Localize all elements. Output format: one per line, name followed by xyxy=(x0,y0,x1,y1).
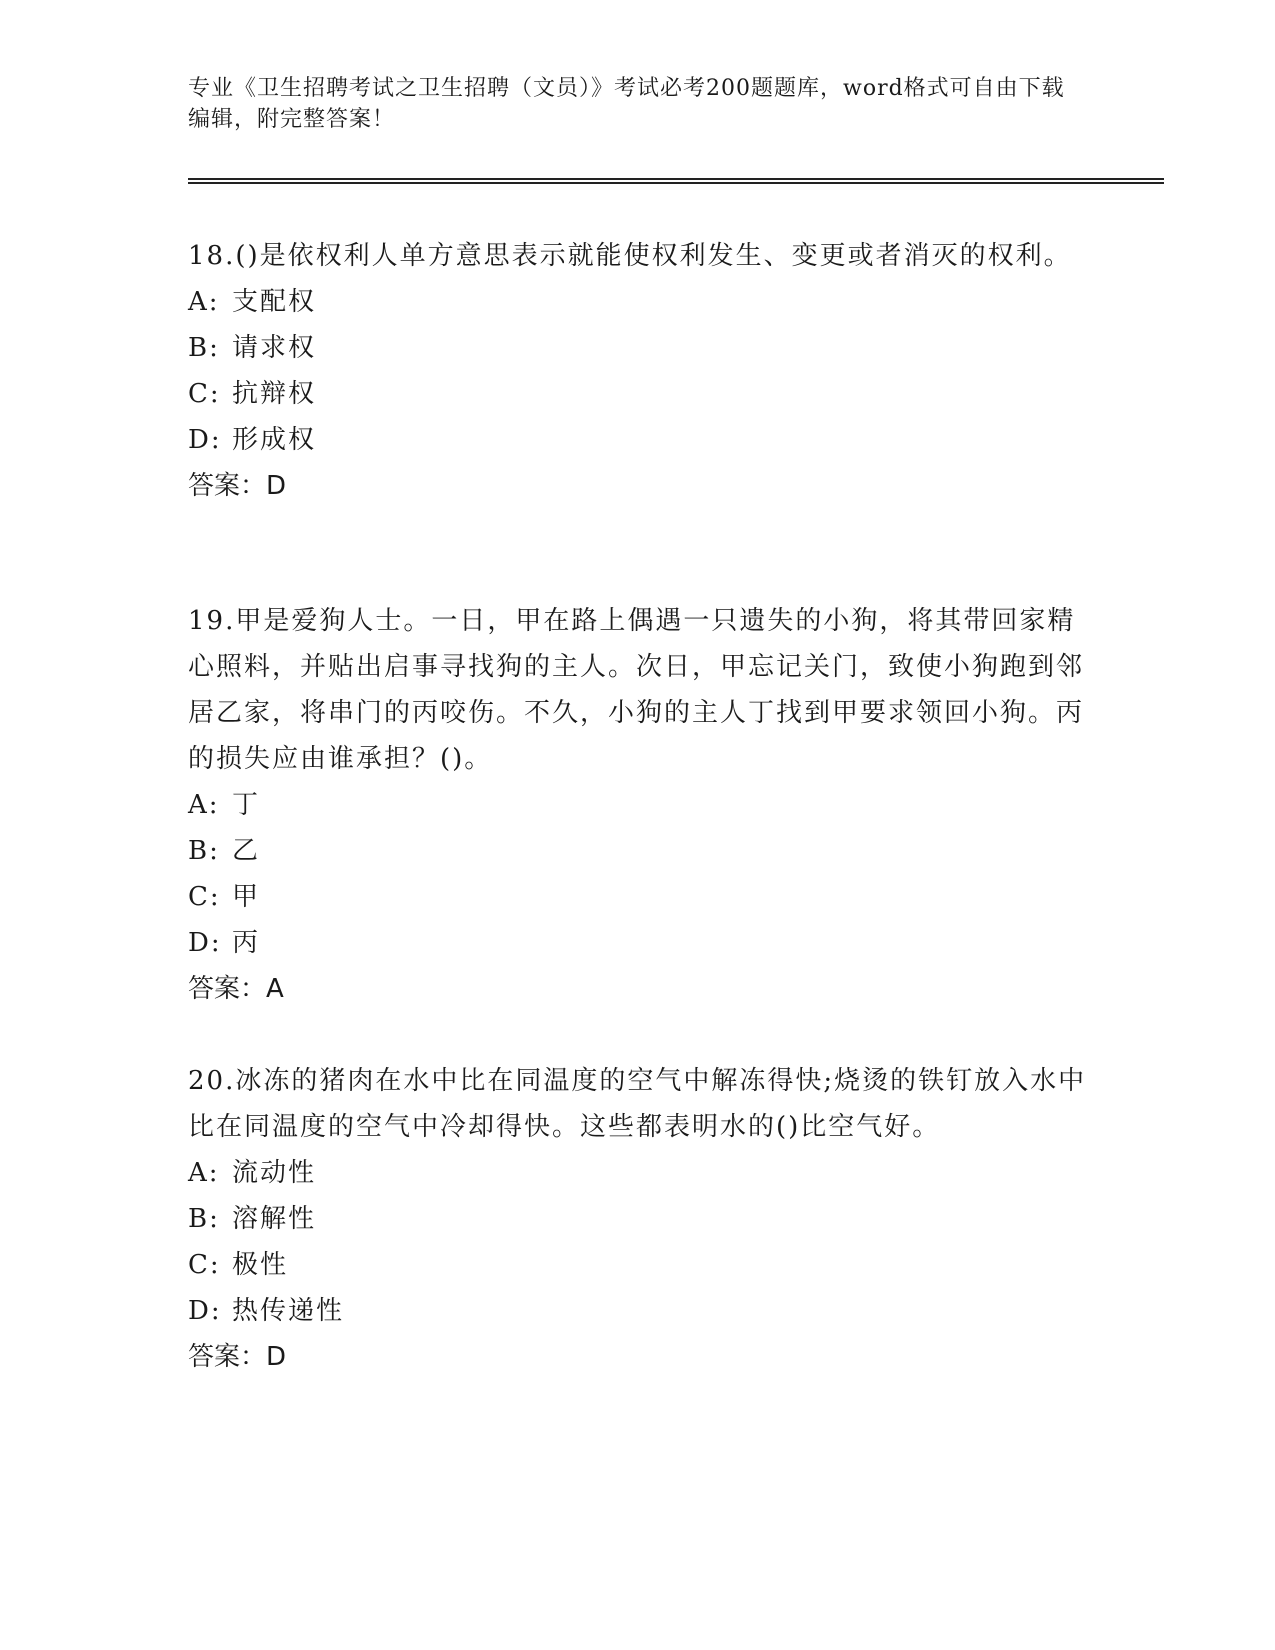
option-text: 请求权 xyxy=(232,333,317,363)
option-b xyxy=(188,1196,1088,1242)
option-text: 甲 xyxy=(232,882,261,912)
question-stem: 19.甲是爱狗人士。一日，甲在路上偶遇一只遗失的小狗，将其带回家精心照料，并贴出启事寻找狗的主人。次日，甲忘记关门，致使小狗跑到邻居乙家，将串门的丙咬伤。不久，小狗的主人丁找到甲要求领回小狗。丙的损失应由谁承担？()。 xyxy=(188,606,1085,774)
answer-line: 答案：D xyxy=(188,471,287,501)
option-text: 支配权 xyxy=(232,287,317,317)
question-stem: 18.()是依权利人单方意思表示就能使权利发生、变更或者消灭的权利。 xyxy=(188,241,1072,271)
option-b xyxy=(188,325,1088,371)
option-text: 热传递性 xyxy=(232,1296,345,1326)
option-d xyxy=(188,417,1088,463)
option-a xyxy=(188,782,1088,828)
option-a xyxy=(188,1150,1088,1196)
answer-line: 答案：A xyxy=(188,974,284,1004)
header-double-rule xyxy=(188,178,1164,184)
option-text: 流动性 xyxy=(232,1158,317,1188)
document-header: 专业《卫生招聘考试之卫生招聘（文员）》考试必考200题题库，word格式可自由下载编辑，附完整答案！ xyxy=(188,76,1065,132)
option-text: 丁 xyxy=(232,790,261,820)
option-letter: D: xyxy=(188,1296,222,1326)
option-text: 乙 xyxy=(232,836,261,866)
question-19 xyxy=(188,598,1088,1012)
answer-line: 答案：D xyxy=(188,1342,287,1372)
option-letter: B: xyxy=(188,1204,220,1234)
option-letter: D: xyxy=(188,928,222,958)
option-d xyxy=(188,920,1088,966)
question-20 xyxy=(188,1058,1088,1380)
option-letter: A: xyxy=(188,1158,220,1188)
option-letter: A: xyxy=(188,287,220,317)
option-letter: B: xyxy=(188,333,220,363)
option-text: 形成权 xyxy=(232,425,317,455)
option-b xyxy=(188,828,1088,874)
option-letter: C: xyxy=(188,379,221,409)
option-letter: C: xyxy=(188,1250,221,1280)
option-c xyxy=(188,1242,1088,1288)
option-letter: D: xyxy=(188,425,222,455)
option-c xyxy=(188,371,1088,417)
option-text: 极性 xyxy=(232,1250,289,1280)
option-text: 溶解性 xyxy=(232,1204,317,1234)
option-c xyxy=(188,874,1088,920)
question-18 xyxy=(188,233,1088,509)
question-stem: 20.冰冻的猪肉在水中比在同温度的空气中解冻得快;烧烫的铁钉放入水中比在同温度的空气中冷却得快。这些都表明水的()比空气好。 xyxy=(188,1066,1087,1142)
option-letter: C: xyxy=(188,882,221,912)
option-d xyxy=(188,1288,1088,1334)
option-letter: B: xyxy=(188,836,220,866)
option-text: 抗辩权 xyxy=(232,379,317,409)
option-text: 丙 xyxy=(232,928,261,958)
option-letter: A: xyxy=(188,790,220,820)
option-a xyxy=(188,279,1088,325)
